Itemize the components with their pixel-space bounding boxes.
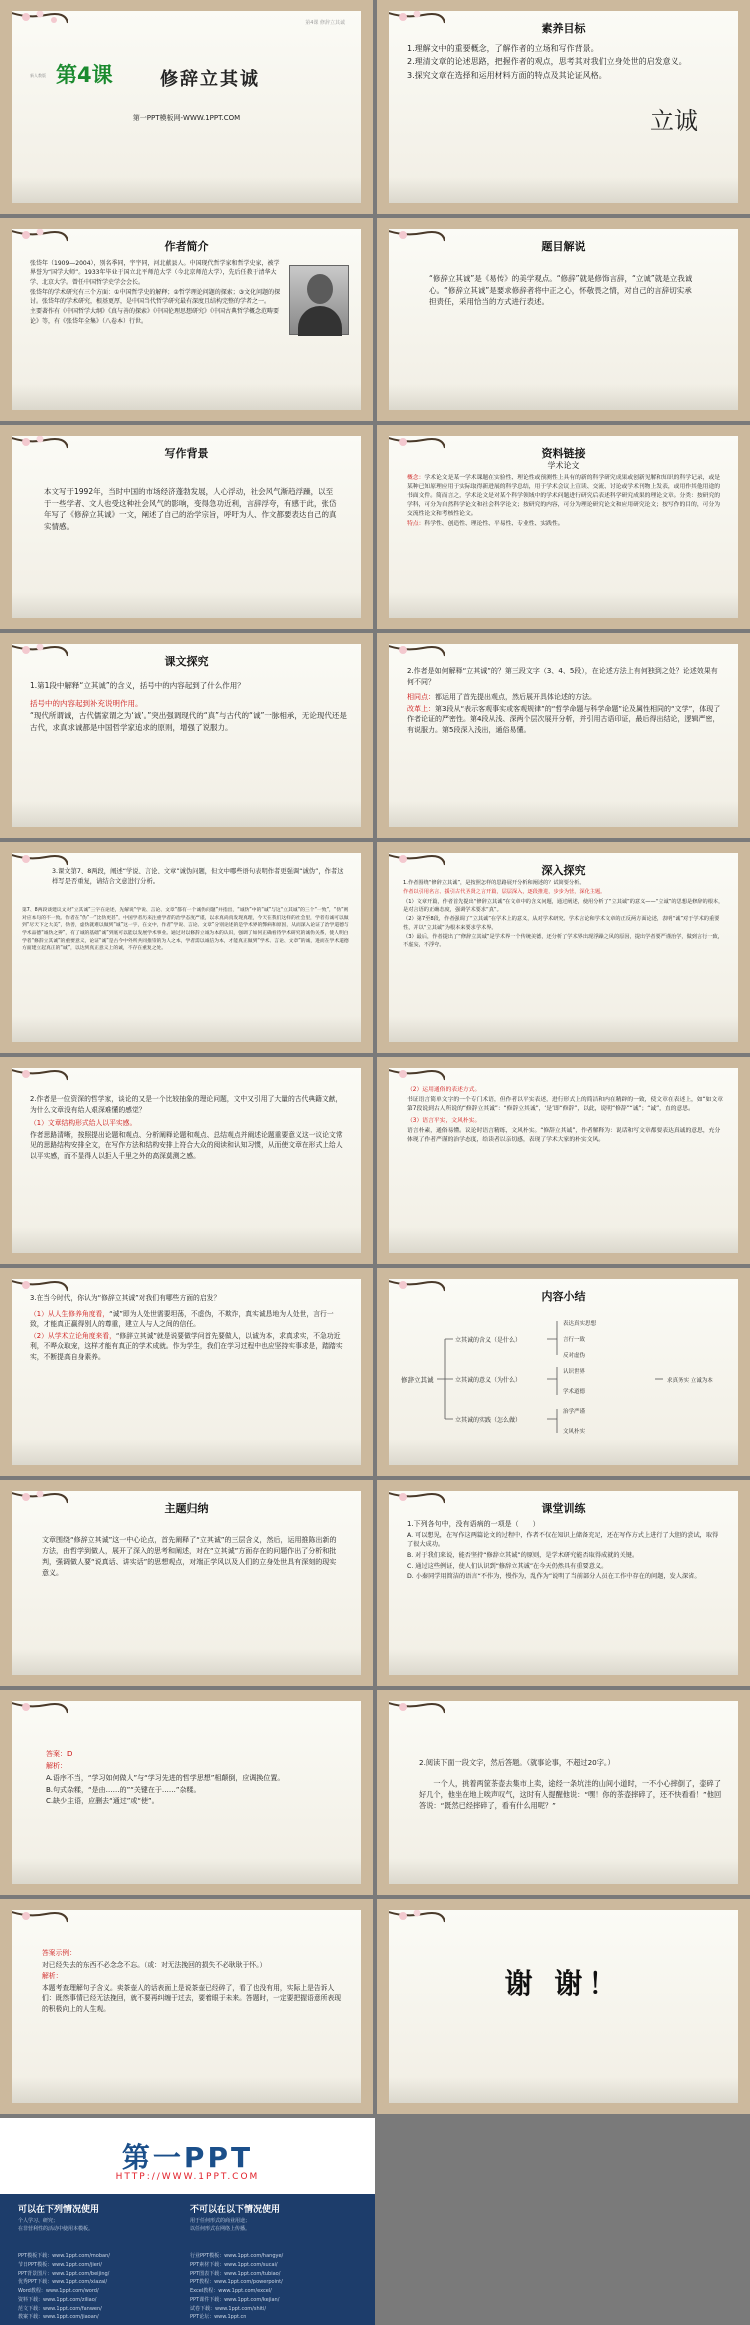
plum-blossom-branch-icon [12, 1910, 68, 1944]
answer-label-2: （2）运用通俗的表述方式。 [407, 1087, 481, 1093]
mindmap-leaf-4: 认识世界 [563, 1369, 586, 1375]
slide-deep-explore-3 [377, 1057, 750, 1264]
mindmap-leaf-1: 表达真实思想 [563, 1321, 597, 1327]
slide-canvas [12, 853, 361, 1042]
footer-link[interactable]: PPT背景图片：www.1ppt.com/beijing/ [18, 2270, 110, 2277]
answer-label: （1）文章结构形式给人以平实感。 [30, 1119, 137, 1128]
concept-text: 学术论文是某一学术课题在实验性、理论性或预测性上具有的新的科学研究成果或创新见解和知识的科学记录，或是某种已知原理应用于实际取得新进展的科学总结，用于学术会议上宣读、交流、讨论或学术刊物上发表，或用作其他用途的书面文件。简而言之，学术论文是对某个科学领域中的学术问题进行研究后表述科学研究成果的理论文章。分类：按研究的学科，可分为自然科学论文和社会科学论文；按研究的内容，可分为理论研究论文和应用研究论文；按写作的目的，可分为交流性论文和考核性论文。 [407, 475, 721, 517]
footer-link[interactable]: PPT论坛：www.1ppt.cn [190, 2314, 247, 2321]
slide-explore-1 [0, 633, 373, 838]
background-text: 本文写于1992年，当时中国的市场经济蓬勃发展，人心浮动，社会风气渐趋浮躁，以至于一些学者、文人也受这种社会风气的影响，变得急功近利，言辞浮夸，有感于此，张岱年写了《修辞立其诚》一文，阐述了自己的治学宗旨，呼吁为人、作文都要表达自己的真实情感。 [44, 487, 337, 531]
slide-canvas [389, 11, 738, 203]
author-para-1: 张岱年（1909—2004），别名季同，宇宇同，河北献县人。中国现代哲学家和哲学史家，被学界誉为“国学大师”。1933年毕业于国立北平师范大学（今北京师范大学），先后任教于清华大学、北京大学。曾任中国哲学史学会会长。 [30, 260, 280, 286]
mindmap-leaf-3: 反对虚伪 [563, 1353, 586, 1359]
slide-heading: 主题归纳 [164, 1502, 209, 1515]
footer-link[interactable]: 行业PPT模板：www.1ppt.com/hangye/ [190, 2253, 284, 2259]
footer-link[interactable]: 范文下载：www.1ppt.com/fanwen/ [18, 2305, 102, 2312]
answer-text: 作者思路清晰，按照提出论题和观点、分析阐释论题和观点、总结观点并阐述论题重要意义这一议论文常见的思路结构安排全文，在写作方法和结构安排上符合大众的阅读和认知习惯，从而使文章在形式上给人以平实感，而不显得人以拒人千里之外的高深莫测之感。 [30, 1130, 343, 1160]
same-label: 相同点： [407, 692, 435, 701]
answer-label-1: （1）从人生修养角度看， [30, 1309, 110, 1318]
diff-text: 第3段从“表示客观事实或客观规律”的“哲学命题与科学命题”论及属性相同的“文学”，体现了作者论证的严密性。第4段从浅、深两个层次展开分析，并引用古语印证，最后得出结论，逻辑严密，有说服力。第5段深入浅出，通俗易懂。 [407, 704, 721, 735]
slide-title-explain [377, 218, 750, 421]
answer-label-3: （3）语言平实，文风朴实。 [407, 1117, 481, 1124]
allowed-line-1: 个人学习、研究； [18, 2218, 59, 2224]
template-footer [0, 2118, 375, 2325]
mindmap-branch-2: 立其诚的意义（为什么） [455, 1377, 522, 1384]
slide-canvas [12, 1279, 361, 1465]
slide-practice-1 [377, 1480, 750, 1686]
footer-link[interactable]: PPT课件下载：www.1ppt.com/kejian/ [190, 2296, 280, 2303]
allowed-line-2: 在非营利性的活动中使用本模板。 [18, 2225, 94, 2232]
cover-site[interactable]: 第一PPT模板网-WWW.1PPT.COM [132, 114, 241, 122]
analysis-label: 解析： [42, 1972, 63, 1981]
question-text: 2.阅读下面一段文字，然后答题。（就事论事，不超过20字。） [419, 1758, 615, 1767]
footer-link[interactable]: 试卷下载：www.1ppt.com/shiti/ [190, 2305, 267, 2312]
calligraphy-text: 立诚 [650, 107, 698, 135]
slide-deep-explore-4 [0, 1268, 373, 1476]
slide-body [407, 474, 724, 530]
concept-label: 概念： [407, 475, 425, 481]
answer-label-2: （2）从学术立论角度来看， [30, 1331, 116, 1340]
answer-text-2: 书证语言简单文字的一个专门术语，但作者以平实表述，进行形式上的简洁和内在精辟的一致，使文章在表述上，如“如文章第7段说到古人所说的“修辞立其诚”：“修辞立其诚”，‘是’即“修辞”，以此，说明“修辞”“诚”；“诚”，直的意思。 [407, 1096, 724, 1112]
slide-heading: 作者简介 [164, 240, 209, 253]
option-a[interactable]: A. 可以想见，在写作这两篇论文的过程中，作者不仅在知识上储备充足，还在写作方式上进行了大胆的尝试，取得了很大成功。 [407, 1531, 719, 1549]
slide-practice-2 [377, 1690, 750, 1895]
forbidden-line-1: 用于任何形式的商业用途； [190, 2218, 251, 2224]
analysis-c: C.缺少主语，应删去“通过”或“使”。 [46, 1797, 159, 1806]
objective-1: 1.理解文中的重要概念，了解作者的立场和写作背景。 [407, 44, 599, 53]
slide-theme [0, 1480, 373, 1686]
slide-deep-explore-2 [0, 1057, 373, 1264]
slide-body [429, 273, 698, 309]
question-text: 1.作者围绕“修辞立其诚”，是按照怎样的思路展开分析和阐述的？试简要分析。 [403, 880, 585, 886]
cover-top-note: 第4课 修辞立其诚 [305, 20, 345, 26]
analysis-a: A.语序不当，“学习如何做人”与“学习先进的哲学思想”相颠倒，应调换位置。 [46, 1773, 285, 1782]
slide-heading: 深入探究 [541, 864, 586, 877]
analysis-text: 本题考查理解句子含义。卖茶壶人的话表面上是说茶壶已经碎了，看了也没有用，实际上是告诉人们：既然事情已经无法挽回，就不要再纠缠于过去，要着眼于未来。答题时，一定要把握语意所表现的积极向上的人生观。 [42, 1983, 342, 2013]
slide-body [30, 1094, 347, 1162]
footer-link[interactable]: 教案下载：www.1ppt.com/jiaoan/ [18, 2314, 99, 2321]
slide-practice-2-answer [0, 1899, 373, 2114]
slide-canvas [389, 1068, 738, 1253]
answer-label: 答案：D [46, 1750, 73, 1758]
slide-explore-3 [0, 842, 373, 1053]
mindmap-leaf-6: 治学严谨 [563, 1409, 586, 1415]
footer-forbidden [190, 2202, 370, 2233]
title-explain-text: “修辞立其诚”是《易传》的美学观点。“修辞”就是修饰言辞，“立诚”就是立我诚心。“修辞立其诚”是要求修辞者将中正之心，怀敬畏之情，对自己的言辞切实承担责任，采用恰当的方式进行表述。 [429, 274, 693, 307]
slide-body [42, 1948, 347, 2015]
slide-cover [0, 0, 373, 214]
slide-body [419, 1757, 724, 1813]
diff-label: 改革上： [407, 704, 435, 713]
calligraphy-seal-icon [646, 103, 716, 135]
plum-blossom-branch-icon [12, 11, 68, 45]
footer-link[interactable]: 优秀PPT下载：www.1ppt.com/xiazai/ [18, 2279, 108, 2286]
slide-body [407, 666, 724, 737]
answer-label: 括号中的内容起到补充说明作用。 [30, 698, 143, 708]
thanks-text: 谢 谢！ [504, 1967, 623, 2000]
same-text: 都运用了首先提出观点，然后展开具体论述的方法。 [435, 692, 596, 701]
slide-canvas [389, 644, 738, 827]
footer-link[interactable]: Word教程：www.1ppt.com/word/ [18, 2288, 99, 2294]
slide-body [407, 1519, 724, 1583]
forbidden-heading: 不可以在以下情况使用 [190, 2205, 281, 2215]
slide-deep-explore [377, 842, 750, 1053]
slide-objectives [377, 0, 750, 214]
analysis-b: B.句式杂糅，“是由……的”“关键在于……”杂糅。 [46, 1785, 201, 1794]
question-text: 3.课文第7、8两段，阐述“学说、言论、文章”诚伪问题，但文中哪些语句表明作者更强调“诚伪”，作者这样写是否重复，请结合文意进行分析。 [52, 868, 344, 885]
slide-canvas [389, 1910, 738, 2103]
slide-summary [377, 1268, 750, 1476]
summary-mindmap [397, 1309, 732, 1449]
author-para-3: 主要著作有《中国哲学大纲》《真与善的探索》《中国伦理思想研究》《中国古典哲学概念范畴要论》等，有《张岱年全集》（八卷本）行世。 [30, 308, 280, 325]
slide-heading: 资料链接 [541, 447, 586, 460]
footer-link[interactable]: PPT模板下载：www.1ppt.com/moban/ [18, 2253, 110, 2259]
features-label: 特点： [407, 520, 425, 527]
mindmap-leaf-2: 言行一致 [563, 1337, 586, 1343]
footer-url[interactable]: HTTP://WWW.1PPT.COM [115, 2172, 260, 2182]
slide-canvas [389, 1279, 738, 1465]
slide-heading: 写作背景 [164, 447, 209, 460]
slide-canvas [12, 436, 361, 618]
footer-link[interactable]: PPT素材下载：www.1ppt.com/sucai/ [190, 2261, 278, 2268]
objective-2: 2.理清文章的论述思路，把握作者的观点，思考其对我们立身处世的启发意义。 [407, 57, 687, 67]
option-d[interactable]: D. 小秦同学用简洁的语言“不作为，慢作为，乱作为”说明了当前部分人员在工作中存在的问题，发人深省。 [407, 1573, 701, 1581]
footer-links-left [18, 2252, 110, 2322]
allowed-heading: 可以在下列情况使用 [18, 2205, 100, 2215]
answer-label: 答案示例： [42, 1949, 76, 1957]
footer-links-right [190, 2252, 283, 2322]
cover-tag: 新人教版 [30, 73, 46, 78]
slide-author [0, 218, 373, 421]
author-para-2: 张岱年的学术研究有三个方面：①中国哲学史的解释；②哲学理论问题的探索；③文化问题的探讨。张岱年的学术研究，根基更厚，是中国当代哲学研究最有深度且结构完整的学者之一。 [30, 288, 281, 306]
question-text: 2.作者是如何解释“立其诚”的？第三段文字（3、4、5段），在论述方法上有何独到之处？论述效果有何不同？ [407, 667, 718, 686]
mindmap-leaf-5: 学术道德 [563, 1389, 586, 1395]
slide-canvas [389, 436, 738, 618]
footer-link[interactable]: PPT图表下载：www.1ppt.com/tubiao/ [190, 2270, 281, 2277]
slide-heading: 素养目标 [541, 22, 586, 35]
footer-link[interactable]: 节日PPT模板：www.1ppt.com/jieri/ [18, 2261, 102, 2268]
footer-allowed [18, 2202, 198, 2233]
answer-text: 第7、8两段谈建议文对“立其诚”三字在论述，先解说“学说、言论、文章”都有一个诚伪问题”并指出，“诚伪”中的“诚”与这“立其诚”的三个“一致”，“伪”则对应本句的不一致。作者在“伪”一“比伪更甚”，中国学者历来注重学者的治学态度严谨，以求真尚真发现真理，今天在我们这样的社会里，学者有诚可以做到“尽天下之大美”，伪善，虚伪就难以做到“诚”这一字，在文中，作者“学说、言论、文章”分别论述的是学术界的弊病和原因，从而深入论证了治学道德与学术品德“诚伪之辨”，有了诚的基础“诚”到底可以能以发展学术事业。通过对以修辞立诚为本的认识，强调了如何正确看待学术研究的诚伪关系，使人明白学者“修辞立其诚”的重要意义，论证“诚”是古今中外所共同推崇的为人之本，学者需以诚信为本，才能真正做到“学术、言论、文章”的诚，进而在学术道德方面建立起真正的“诚”，以达到真正意义上的诚，不存在重复之处。 [22, 908, 349, 952]
forbidden-line-2: 以任何形式在网络上传播。 [190, 2225, 251, 2232]
footer-link[interactable]: PPT教程：www.1ppt.com/powerpoint/ [190, 2279, 283, 2286]
slide-canvas [12, 11, 361, 203]
slide-canvas [12, 1068, 361, 1253]
slide-body [30, 259, 281, 327]
answer-point-1: （1）文章开篇，作者首先提出“修辞立其诚”在文章中的含义问题，通过阐述，使用分析了“立其诚”的意义——“立诚”的思想是修辞的根本，是对言语的正确态度，强调学术要求“真”。 [403, 898, 724, 913]
objective-3: 3.探究文章在选择和运用材料方面的特点及其论证风格。 [407, 70, 607, 80]
plum-blossom-branch-icon [389, 1910, 445, 1944]
slide-canvas [389, 229, 738, 410]
slide-body [42, 1535, 339, 1579]
slide-heading: 课文探究 [164, 655, 209, 668]
mindmap-leaf-7: 文风朴实 [563, 1429, 586, 1435]
slide-practice-answer [0, 1690, 373, 1895]
slide-heading: 题目解说 [541, 240, 586, 253]
analysis-label: 解析： [46, 1761, 67, 1770]
slide-body [30, 1293, 347, 1363]
slide-explore-2 [377, 633, 750, 838]
footer-link[interactable]: Excel教程：www.1ppt.com/excel/ [190, 2288, 272, 2294]
slide-canvas [389, 1491, 738, 1675]
slide-heading: 课堂训练 [541, 1502, 586, 1515]
theme-text: 文章围绕“修辞立其诚”这一中心论点，首先阐释了“立其诚”的三层含义，然后，运用推陈出新的方法，由哲学到做人，展开了深入的思考和阐述，对在“立其诚”方面存在的问题作出了分析和批判，强调做人要“说真话、讲实话”的思想观点，对端正学风以及人们的立身处世具有深刻的现实意义。 [42, 1536, 337, 1577]
slide-body [407, 1086, 724, 1146]
slide-thanks [377, 1899, 750, 2114]
cover-title: 修辞立其诚 [160, 69, 260, 90]
slide-body [407, 43, 724, 83]
answer-point-3: （3）最后，作者提出了“修辞立其诚”是学术界一个传统美德，还分析了学术界出现浮躁之风的原因，提出学者要严谨治学，做到言行一致，不虚妄，不浮夸。 [403, 933, 723, 949]
footer-logo: 第一PPT [121, 2141, 254, 2174]
slide-body [30, 680, 347, 735]
answer-text: 对已经失去的东西不必念念不忘。（或：对无法挽回的损失不必耿耿于怀。） [42, 1960, 267, 1969]
slide-background [0, 425, 373, 629]
footer-link[interactable]: 资料下载：www.1ppt.com/ziliao/ [18, 2296, 97, 2303]
plum-blossom-branch-icon [12, 1701, 68, 1735]
slide-body [52, 867, 347, 888]
question-text: 1.第1段中解释“立其诚”的含义，括号中的内容起到了什么作用？ [30, 681, 245, 690]
slide-canvas [389, 1701, 738, 1884]
slide-heading: 内容小结 [541, 1290, 586, 1303]
passage-text: 一个人，挑着两筐茶壶去集市上卖，途经一条坑洼的山间小道时，一不小心摔倒了，壶碎了好几个，他坐在地上唉声叹气，这时有人提醒他说：“嘿！你的茶壶摔碎了，还不快看看！”他回答说：“既然已经摔碎了，看有什么用呢？” [419, 1779, 722, 1811]
author-portrait-icon [289, 265, 349, 335]
answer-text-2: “修辞立其诚”就是说要做学问首先要做人，以诚为本，求真求实，不急功近利，不哗众取宠，这样才能有真正的学术成就。作为学生，我们在学习过程中也应坚持实事求是，踏踏实实，不断提高自身素养。 [30, 1331, 343, 1361]
option-c[interactable]: C. 通过这些例证，使人们认识到“修辞立其诚”在今天仍然具有重要意义。 [407, 1562, 608, 1570]
mindmap-side: 求真务实 立诚为本 [667, 1378, 713, 1384]
mindmap-center: 修辞立其诚 [401, 1376, 434, 1384]
cover-lesson-number: 第4课 [56, 63, 113, 87]
question-text: 3.在当今时代，你认为“修辞立其诚”对我们有哪些方面的启发？ [30, 1294, 221, 1302]
slide-canvas [12, 1491, 361, 1675]
slide-canvas [12, 229, 361, 410]
slide-body [46, 1749, 347, 1808]
answer-text: “现代所谓诚，古代儒家谓之为‘诚’。”突出强调现代的“真”与古代的“诚”一脉相承，无论现代还是古代，求真求诚都是中国哲学家追求的原则，增强了说服力。 [30, 711, 347, 732]
slide-materials [377, 425, 750, 629]
slide-canvas [12, 644, 361, 827]
slide-body [403, 879, 728, 951]
answer-text-3: 语言朴素，通俗易懂。议论时语言精练，文风朴实。“修辞立其诚”，作者解释为：说话和写文章都要表达真诚的意思，充分体现了作者严谨的治学态度，给读者以亲切感，表现了学术大家的朴实文风。 [407, 1127, 721, 1143]
mindmap-branch-3: 立其诚的实践（怎么做） [455, 1417, 522, 1424]
slide-canvas [12, 1701, 361, 1884]
slide-body [44, 486, 337, 534]
question-text: 1.下列各句中，没有语病的一项是（ ） [407, 1520, 540, 1528]
answer-point-2: （2）第7至8段，作者强调了“立其诚”在学术上的意义，从对学术研究、学术言论和学术文章的正反两方面论述，表明“诚”对于学术的重要性，并以“立其诚”为根本来要求学术界。 [403, 916, 720, 931]
features-text: 科学性、创造性、理论性、平易性、专业性、实践性。 [424, 520, 564, 527]
slide-canvas [389, 853, 738, 1042]
plum-blossom-branch-icon [389, 1701, 445, 1735]
footer-band [0, 2194, 375, 2325]
answer-text-1: “诚”即为人处世需要坦荡，不虚伪，不欺诈，真实诚恳地为人处世，言行一致，才能真正赢得别人的尊重，建立人与人之间的信任。 [30, 1309, 334, 1329]
question-text: 2.作者是一位资深的哲学家，谈论的又是一个比较抽象的理论问题，文中又引用了大量的古代典籍文献，为什么文章没有给人艰深难懂的感觉？ [30, 1095, 343, 1114]
slide-body-detail [22, 907, 351, 954]
slide-subheading: 学术论文 [547, 461, 580, 470]
option-b[interactable]: B. 对于我们来说，能否坚持“修辞立其诚”的原则，是学术研究能否取得成就的关键。 [407, 1552, 639, 1560]
mindmap-branch-1: 立其诚的含义（是什么） [455, 1337, 522, 1344]
answer-summary: 作者以引用名言、援引古代圣贤之言开篇，层层深入，逐段推进，步步为营，深化主题。 [403, 889, 606, 896]
slide-canvas [12, 1910, 361, 2103]
